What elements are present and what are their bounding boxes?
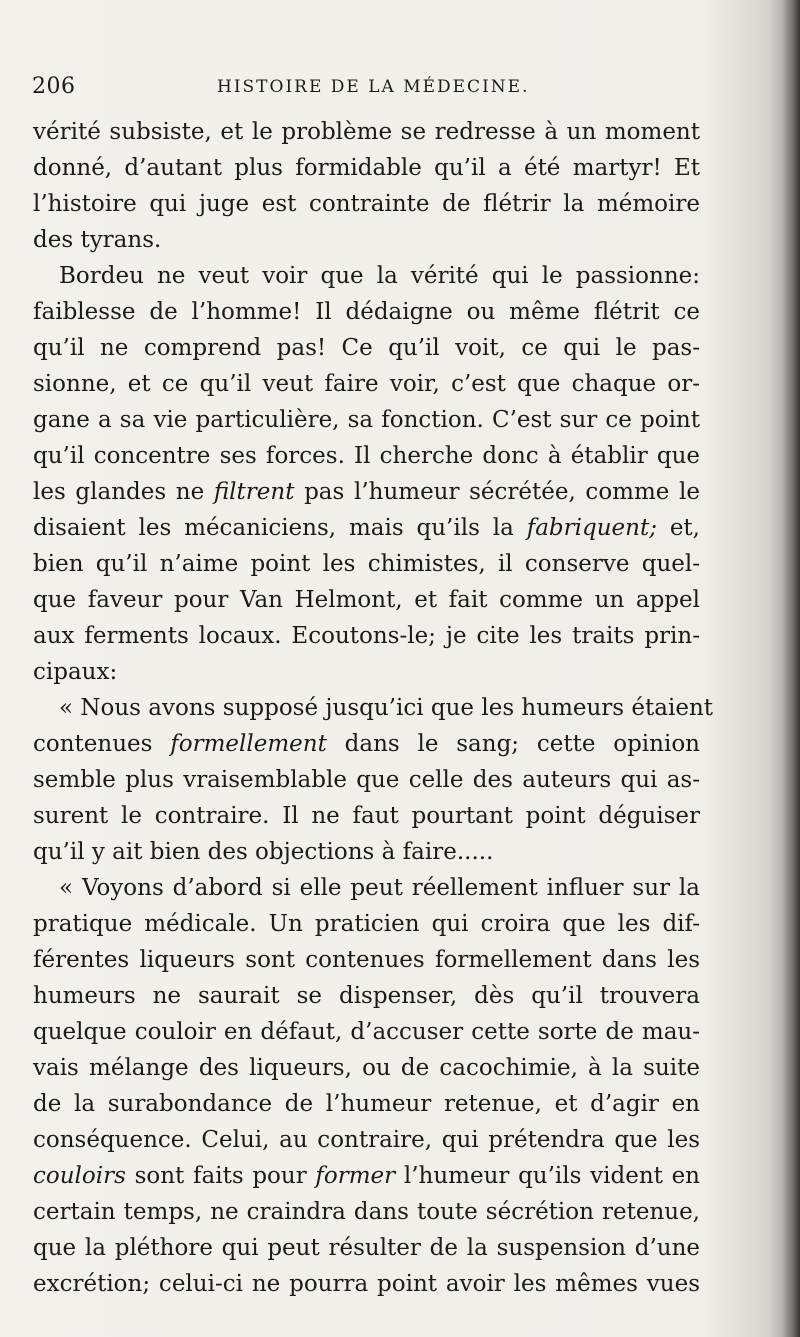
text-line: des tyrans. — [33, 227, 162, 253]
text-body — [33, 114, 713, 1302]
italic-word: former — [315, 1163, 396, 1189]
text-line: faiblesse de l’homme! Il dédaigne ou même flétrit ce — [33, 299, 700, 325]
text-line: certain temps, ne craindra dans toute sécrétion retenue, — [33, 1199, 700, 1225]
text-line: vérité subsiste, et le problème se redresse à un moment — [33, 119, 700, 145]
line-text: contenues — [33, 731, 171, 757]
text-line: « Voyons d’abord si elle peut réellement influer sur la — [59, 875, 700, 901]
text-line: qu’il y ait bien des objections à faire..... — [33, 839, 494, 865]
text-line: bien qu’il n’aime point les chimistes, il conserve quel- — [33, 551, 700, 577]
text-line: que la pléthore qui peut résulter de la suspension d’une — [33, 1235, 700, 1261]
text-line: pratique médicale. Un praticien qui croira que les dif- — [33, 911, 700, 937]
text-line: férentes liqueurs sont contenues formellement dans les — [33, 947, 700, 973]
text-line: que faveur pour Van Helmont, et fait comme un appel — [33, 587, 700, 613]
text-line: semble plus vraisemblable que celle des auteurs qui as- — [33, 767, 700, 793]
text-line-italic — [33, 510, 700, 546]
text-line: surent le contraire. Il ne faut pourtant point déguiser — [33, 803, 700, 829]
book-spine-shadow — [782, 0, 800, 1337]
text-line: sionne, et ce qu’il veut faire voir, c’est que chaque or- — [33, 371, 700, 397]
text-line: excrétion; celui-ci ne pourra point avoir les mêmes vues — [33, 1271, 700, 1297]
line-text: dans le sang; cette opinion — [326, 731, 700, 757]
line-text: l’humeur qu’ils vident en — [395, 1163, 700, 1189]
italic-word: couloirs — [33, 1163, 126, 1189]
text-line: cipaux: — [33, 659, 118, 685]
text-line: « Nous avons supposé jusqu’ici que les humeurs étaient — [59, 695, 713, 721]
italic-word: fabriquent; — [526, 515, 657, 541]
line-text: sont faits pour — [125, 1163, 316, 1189]
text-line: donné, d’autant plus formidable qu’il a été martyr! Et — [33, 155, 700, 181]
text-line-italic — [33, 726, 700, 762]
line-text: pas l’humeur sécrétée, comme le — [294, 479, 700, 505]
text-line: quelque couloir en défaut, d’accuser cette sorte de mau- — [33, 1019, 700, 1045]
running-title: HISTOIRE DE LA MÉDECINE. — [217, 77, 530, 97]
text-line: Bordeu ne veut voir que la vérité qui le passionne: — [59, 263, 700, 289]
text-line: l’histoire qui juge est contrainte de flétrir la mémoire — [33, 191, 700, 217]
text-line: gane a sa vie particulière, sa fonction. C’est sur ce point — [33, 407, 700, 433]
running-head — [32, 74, 712, 110]
text-line-italic — [33, 1158, 700, 1194]
text-line: conséquence. Celui, au contraire, qui prétendra que les — [33, 1127, 700, 1153]
text-line: vais mélange des liqueurs, ou de cacochimie, à la suite — [33, 1055, 700, 1081]
page-number: 206 — [32, 74, 76, 99]
text-line-italic — [33, 474, 700, 510]
italic-word: filtrent — [213, 479, 295, 505]
text-line: qu’il concentre ses forces. Il cherche donc à établir que — [33, 443, 700, 469]
text-line: qu’il ne comprend pas! Ce qu’il voit, ce qui le pas- — [33, 335, 700, 361]
text-line: aux ferments locaux. Ecoutons-le; je cite les traits prin- — [33, 623, 700, 649]
line-text: les glandes ne — [33, 479, 214, 505]
text-line: de la surabondance de l’humeur retenue, et d’agir en — [33, 1091, 700, 1117]
text-line: humeurs ne saurait se dispenser, dès qu’il trouvera — [33, 983, 700, 1009]
line-text: et, — [656, 515, 700, 541]
italic-word: formellement — [170, 731, 327, 757]
line-text: disaient les mécaniciens, mais qu’ils la — [33, 515, 527, 541]
